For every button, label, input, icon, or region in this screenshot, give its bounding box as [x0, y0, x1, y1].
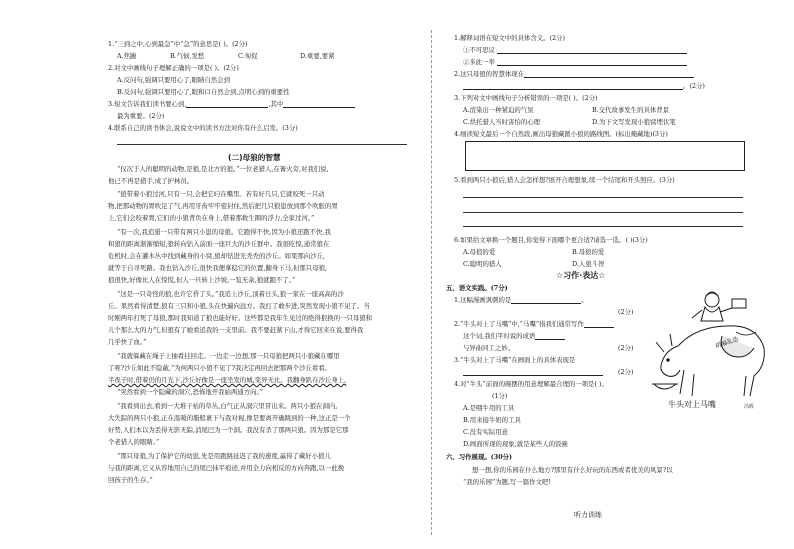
para-2-line-2: 物,把那动物的胃吹足了气,再用牙齿牢牢密封住,然后把几只狼崽放到那个吹胀的胃 [108, 202, 338, 210]
r6-option-b: B.母狼的爱 [572, 248, 605, 256]
r2-answer-line: 。(2分) [463, 82, 705, 90]
para-1-line-1: “仅次于人的聪明的动物,是狼,是北方的狼。”一位老猎人,在篝火旁,对我们说, [117, 165, 329, 173]
question-4: 4.联系自己的读书体会,说说文中的读书方法对你有什么启发。(3分) [108, 124, 298, 132]
para-4-line-1: “这是一只奇怪的狼,也许它昏了头。”我追上沙丘,顶着日头,狼一家在一座高高的沙 [117, 290, 344, 298]
r1-blank-a[interactable] [497, 46, 687, 54]
para-7-line-1: “那只母狼,为了保护它的幼崽,先是用跑跳延迟了我的速度,赢得了藏好小狼儿 [117, 452, 331, 460]
para-7-line-2: 与我的距离,它又从容地用自己的尾巴抹平痕迹,并用全力向相反的方向奔跑,以一此挽 [108, 464, 345, 472]
r6-option-c: C.聪明的猎人 [463, 260, 502, 268]
para-3-line-5: 狼很快,好像比人在惊慌,但人一旦转上沙坡,一览无余,狼就跑不了。” [108, 276, 296, 284]
r6-option-a: A.母狼的爱 [463, 248, 496, 256]
r5-line-3[interactable] [463, 226, 743, 227]
q1-option-b: B.气恼,发愁 [170, 52, 205, 60]
para-5-line-4: “突然看到一个隐藏的洞穴,恐怖地开我始两通方向。” [117, 388, 263, 396]
cartoon-sign-text: 胡编乱造 [714, 335, 740, 350]
para-4-line-2: 丘。果然看得清楚,狼有三只和小狼,头在快遍向远方。我打了敢步进,突然发现小狼不见了。当 [108, 302, 370, 310]
cartoon-illustration [650, 286, 784, 398]
right-question-2: 2.这只母狼的智慧体现在 [454, 70, 694, 78]
r3-option-d: D.为下文写发现小狼窝埋伏笔 [592, 118, 676, 126]
para-3-line-3: 危机时,会在灌木丛中找到藏身的小窝,狼却钻进光秃秃的沙丘。如果那向沙丘, [108, 252, 325, 260]
para-2-line-1: “狼带着小狼过河,只有一只,会把它叼在嘴里。若有好几只,它就咬死一只动 [117, 190, 325, 198]
footer-label: 听力训练 [574, 511, 602, 519]
r5-line-1[interactable] [463, 197, 743, 198]
para-3-line-2: 和狼的距离渐渐缩短,狼转向钻入前面一座巨大的沙丘群中。我很吃惊,通常狼在 [108, 240, 330, 248]
para-5-line-3-underlined: 半夜子时,借着仍的月光下,沙丘好像是一座坐发的城,变异无比。我翻身趴在沙丘身上, [108, 376, 347, 384]
section-6-heading: 六、习作展现。(30分) [446, 453, 513, 461]
para-1-line-2: 他已不再是猎手,成了护林员。 [108, 177, 194, 185]
right-question-4: 4.细读短文最后一个自然段,画出母狼藏匿小狼的路线图。(标出掩藏地)(3分) [454, 130, 668, 138]
para-6-line-4: 个老猎人的眼睛。” [108, 438, 160, 446]
s5-q2-line-3: 与异曲同工之妙。 [463, 344, 515, 352]
r1-term-b: ②多此一举 [463, 58, 687, 66]
cartoon-drawing [650, 286, 784, 398]
s5-q1: 1.这幅漫画讽刺的是 。 [454, 296, 588, 304]
s5-q1-blank[interactable] [511, 296, 581, 304]
q2-option-a: A.反问句,强调只要用心了,眼睛自然会到 [117, 76, 230, 84]
r3-option-b: B.交代故事发生的具体背景 [592, 106, 670, 114]
question-1: 1.“三到之中,心到最急”中“急”的意思是( )。(2分) [108, 40, 248, 48]
para-5-line-1: “我就躲藏在绳子上抽看挂回走。一边走一边想,那一只母狼把两只小狼藏在哪里 [117, 352, 340, 360]
q3-prefix: 3.短文告诉我们读书要心到, [108, 100, 187, 108]
essay-prompt-line-2: “我的乐园”为题,写一篇作文吧! [463, 478, 551, 486]
para-6-line-1: “我看到出去,看到一大堆干枯的草丛,白气正从洞穴里冒出来。两只小狼在洞内, [117, 402, 338, 410]
q3-blank-2[interactable] [283, 100, 355, 108]
s5-q4-option-b: B.用来接牛奶的工具 [463, 416, 521, 424]
q2-option-b: B.反问句,强调只要用心了,眼和口自然会到,点明心到的重要性 [117, 88, 290, 96]
essay-prompt-line-1: 想一想,你的乐园在什么地方?那里有什么好玩的东西或者优美的风景?以 [472, 466, 673, 474]
q1-option-d: D.重要,要紧 [300, 52, 335, 60]
right-column [432, 0, 794, 549]
para-6-line-3: 好势,人们本以为丢得无影无踪,消尾巴为一个洞。我没有杀了那两只狼。因为那是它那 [108, 426, 349, 434]
s5-q4-option-a: A.是喂牛用的工具 [463, 404, 515, 412]
right-question-5: 5.看到两只小狼后,猎人会怎样想?展开合理想象,续一个结尾和开头照应。(3分) [454, 176, 675, 184]
para-5-line-2: 了呢?沙丘如此不隐蔽,”为何两只小狼不见了?我决定再回去把那两个沙丘看看。 [108, 364, 332, 372]
section-title-mother-wolf: (二)母狼的智慧 [228, 153, 281, 162]
cartoon-caption: 牛头对上马嘴 [668, 400, 716, 409]
s5-q3-points: (2分) [618, 368, 634, 376]
q1-option-a: A.焦躁 [117, 52, 137, 60]
right-question-3: 3.下列对文中画线句子分析错误的一项是( )。(2分) [454, 94, 598, 102]
r3-option-c: C.烘托猎人当时害怕的心理 [463, 118, 540, 126]
s5-q3-blank[interactable] [463, 368, 603, 376]
question-3 [108, 100, 355, 108]
s5-q2-line-2: 这个词,我们平时说的成语 [463, 332, 565, 340]
answer-line-1[interactable] [117, 144, 407, 145]
right-question-1: 1.解释词语在短文中的具体含义。(2分) [454, 34, 566, 42]
r6-option-d: D.人狼斗智 [572, 260, 605, 268]
para-4-line-4: 儿个那么大的力气,但狼有了她看追我的一支里前。我不要赶紧下山,才得它回来在说,要得我 [108, 326, 364, 334]
s5-q4-option-c: C.没有实际用意 [463, 428, 509, 436]
s5-q2-points: (2分) [618, 344, 634, 352]
right-question-6: 6.如果给文章换一个题目,你觉得下面哪个更合适?请选一选。( )(3分) [454, 236, 648, 244]
q3-ending: 最为重要。(2分) [117, 112, 165, 120]
para-3-line-4: 就等于自寻死路。我也钻入沙丘,很快我便拿稳它的位置,翻身下马,但那只母狼, [108, 264, 328, 272]
q3-blank-1[interactable] [186, 100, 268, 108]
para-7-line-3: 回孩子的生存。” [108, 476, 153, 484]
r5-line-2[interactable] [463, 212, 743, 213]
s5-q4-points: (1分) [492, 392, 508, 400]
q3-middle: ,其中 [268, 100, 284, 108]
s5-q2-blank-2[interactable] [535, 332, 565, 340]
writing-section-header: ☆习作·表达☆ [556, 271, 606, 280]
q1-option-c: C.匆促 [238, 52, 258, 60]
para-2-line-3: 上,它们会咬着胃,它们的小狼背负在身上,借着那救生圈的浮力,全家过河。” [108, 214, 315, 222]
s5-q3-answer [463, 368, 603, 376]
question-2: 2.对文中画线句子理解正确的一项是( )。(2分) [108, 64, 239, 72]
para-6-line-2: 大失踪的两只小狼,正在温暖的脂般裹下与我对视,像是要离开确跳到的一种,这正是一个 [108, 414, 351, 422]
s5-q4-option-d: D.画面所现的现象,就是某些人的饭碗 [463, 440, 568, 448]
section-5-heading: 五、语文实践。(7分) [446, 284, 508, 292]
s5-q2-blank-1[interactable] [584, 320, 614, 328]
r3-option-a: A.渲染出一种紧迫的气氛 [463, 106, 534, 114]
para-3-line-1: “有一次,我追猎一只带有两只小崽的母狼。它跑得不快,因为小狼还跑不快,我 [117, 228, 331, 236]
r2-blank-2[interactable] [463, 82, 683, 90]
r1-term-a: ①不可思议 [463, 46, 687, 54]
r1-blank-b[interactable] [497, 58, 687, 66]
route-map-box[interactable] [465, 141, 745, 171]
para-4-line-5: 几乎快了血。” [108, 338, 147, 346]
s5-q3: 3.“牛头对上了马嘴”在画面上的具体表现是 [454, 356, 576, 364]
s5-q1-points: (2分) [618, 308, 634, 316]
r2-blank[interactable] [524, 70, 694, 78]
s5-q2-line-1: 2.“牛头对上了马嘴”中,“马嘴”指我们通常写作 [454, 320, 614, 328]
s5-q4: 4.对“牛头”前面的碗摆的用意理解最合理的一项是( )。 [454, 380, 608, 388]
para-4-line-3: 时刚两年打死了母狼,那时我知道了狼也能好好。这些都是我年生见过的绝得狠换的一只母狼和 [108, 314, 373, 322]
cartoon-signature: 冯晖 [744, 404, 755, 410]
